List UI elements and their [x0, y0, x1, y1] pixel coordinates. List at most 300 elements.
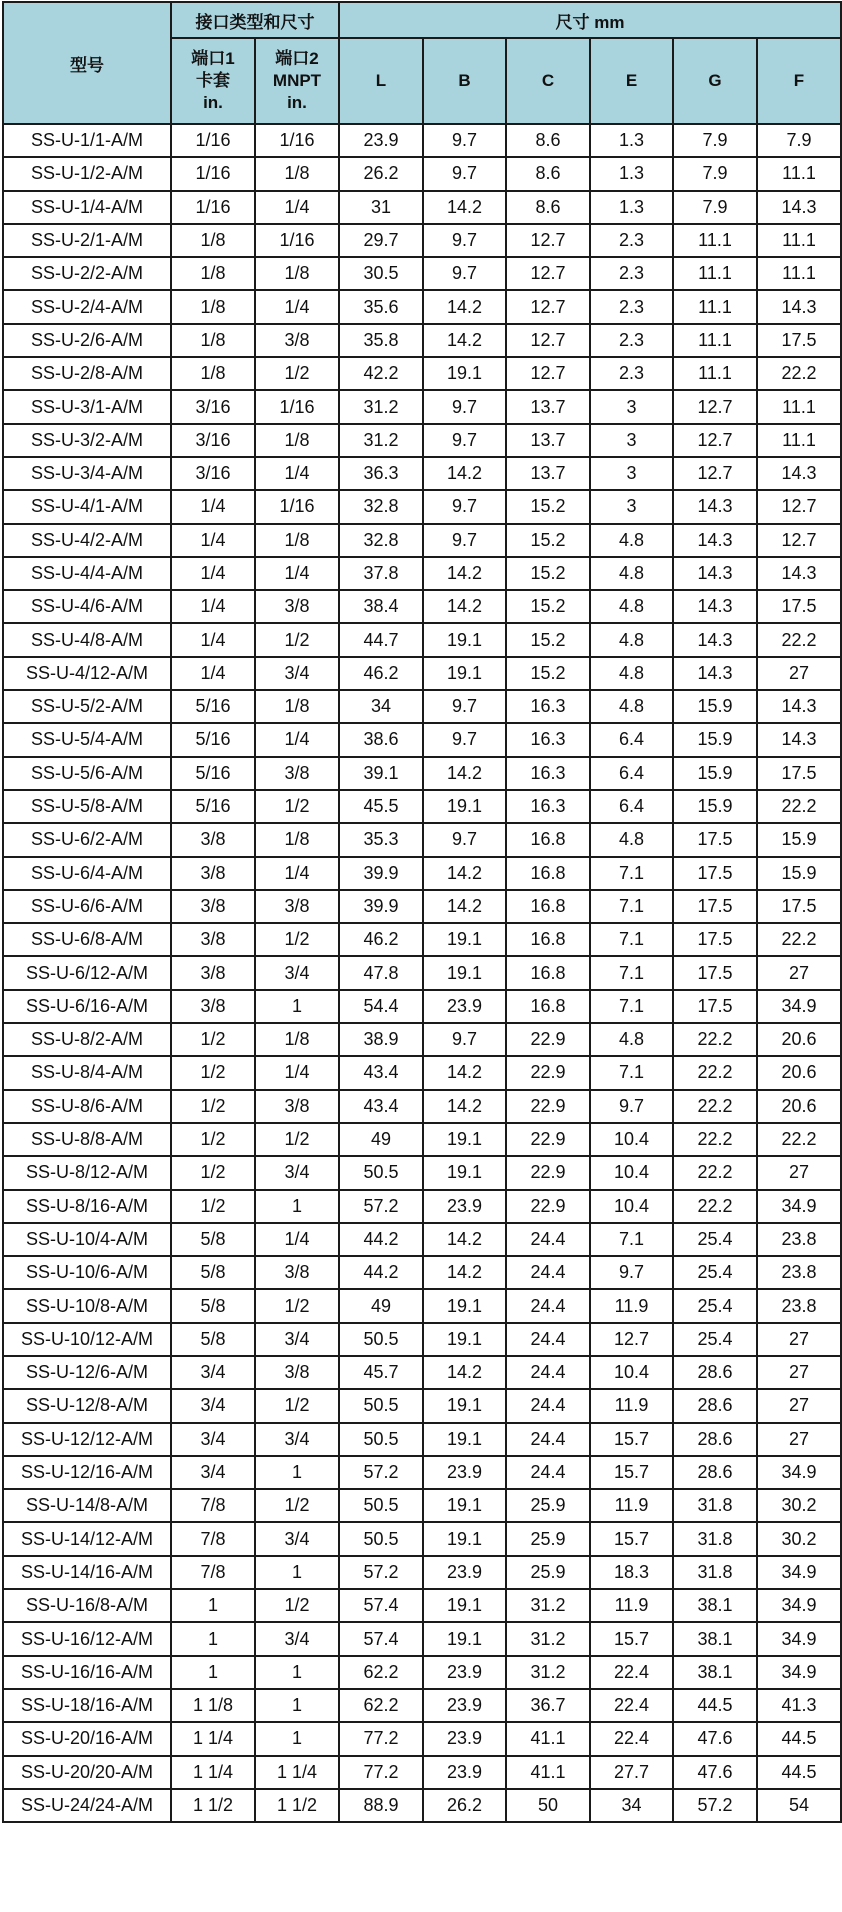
cell-c: 12.7 [506, 357, 590, 390]
table-row [3, 1756, 841, 1789]
cell-g: 17.5 [673, 857, 757, 890]
cell-l: 38.9 [339, 1023, 423, 1056]
cell-model: SS-U-3/1-A/M [3, 390, 171, 423]
cell-e: 2.3 [590, 357, 673, 390]
cell-c: 24.4 [506, 1356, 590, 1389]
cell-g: 31.8 [673, 1556, 757, 1589]
cell-f: 11.1 [757, 390, 841, 423]
cell-c: 15.2 [506, 623, 590, 656]
cell-e: 11.9 [590, 1289, 673, 1322]
cell-f: 12.7 [757, 524, 841, 557]
cell-l: 34 [339, 690, 423, 723]
cell-g: 22.2 [673, 1023, 757, 1056]
cell-e: 34 [590, 1789, 673, 1822]
cell-c: 8.6 [506, 191, 590, 224]
cell-f: 7.9 [757, 124, 841, 157]
table-row [3, 257, 841, 290]
cell-b: 19.1 [423, 357, 506, 390]
cell-port1: 1/2 [171, 1023, 255, 1056]
cell-b: 23.9 [423, 1689, 506, 1722]
cell-model: SS-U-6/12-A/M [3, 956, 171, 989]
cell-f: 27 [757, 1389, 841, 1422]
cell-e: 4.8 [590, 524, 673, 557]
cell-port1: 5/8 [171, 1256, 255, 1289]
cell-f: 23.8 [757, 1223, 841, 1256]
cell-b: 23.9 [423, 1190, 506, 1223]
cell-port2: 1/4 [255, 457, 339, 490]
cell-f: 34.9 [757, 1456, 841, 1489]
table-row [3, 157, 841, 190]
cell-l: 23.9 [339, 124, 423, 157]
cell-e: 11.9 [590, 1389, 673, 1422]
table-row [3, 124, 841, 157]
cell-model: SS-U-12/12-A/M [3, 1423, 171, 1456]
cell-b: 19.1 [423, 956, 506, 989]
cell-f: 22.2 [757, 923, 841, 956]
cell-f: 14.3 [757, 690, 841, 723]
cell-e: 2.3 [590, 324, 673, 357]
cell-b: 14.2 [423, 757, 506, 790]
cell-b: 19.1 [423, 1589, 506, 1622]
table-row [3, 1589, 841, 1622]
table-row [3, 623, 841, 656]
table-row [3, 324, 841, 357]
cell-g: 31.8 [673, 1489, 757, 1522]
cell-port1: 1 1/4 [171, 1756, 255, 1789]
cell-f: 23.8 [757, 1256, 841, 1289]
cell-model: SS-U-4/6-A/M [3, 590, 171, 623]
cell-port2: 1/8 [255, 823, 339, 856]
cell-b: 19.1 [423, 1123, 506, 1156]
table-row [3, 1023, 841, 1056]
cell-port2: 1/8 [255, 257, 339, 290]
table-row [3, 590, 841, 623]
cell-port1: 1/16 [171, 191, 255, 224]
cell-g: 7.9 [673, 191, 757, 224]
cell-e: 3 [590, 490, 673, 523]
cell-model: SS-U-10/6-A/M [3, 1256, 171, 1289]
cell-l: 57.4 [339, 1589, 423, 1622]
cell-f: 17.5 [757, 757, 841, 790]
cell-g: 11.1 [673, 357, 757, 390]
cell-l: 30.5 [339, 257, 423, 290]
cell-c: 16.3 [506, 723, 590, 756]
table-row [3, 1090, 841, 1123]
header-port2-line3: in. [287, 93, 307, 112]
table-row [3, 890, 841, 923]
cell-c: 15.2 [506, 524, 590, 557]
cell-g: 14.3 [673, 557, 757, 590]
cell-e: 4.8 [590, 623, 673, 656]
cell-c: 8.6 [506, 124, 590, 157]
table-body [3, 124, 841, 1822]
cell-c: 12.7 [506, 324, 590, 357]
cell-port2: 1 [255, 990, 339, 1023]
header-model: 型号 [3, 2, 171, 124]
cell-port1: 1 1/2 [171, 1789, 255, 1822]
cell-g: 14.3 [673, 657, 757, 690]
cell-f: 20.6 [757, 1056, 841, 1089]
cell-f: 34.9 [757, 1556, 841, 1589]
cell-e: 10.4 [590, 1190, 673, 1223]
cell-l: 35.8 [339, 324, 423, 357]
cell-e: 22.4 [590, 1689, 673, 1722]
cell-model: SS-U-4/12-A/M [3, 657, 171, 690]
cell-port2: 1/16 [255, 224, 339, 257]
cell-port2: 3/8 [255, 324, 339, 357]
cell-f: 27 [757, 657, 841, 690]
cell-port1: 1/2 [171, 1123, 255, 1156]
cell-port1: 3/16 [171, 457, 255, 490]
cell-port2: 3/8 [255, 890, 339, 923]
cell-c: 16.8 [506, 956, 590, 989]
cell-l: 50.5 [339, 1423, 423, 1456]
cell-l: 35.6 [339, 290, 423, 323]
cell-c: 24.4 [506, 1256, 590, 1289]
cell-c: 24.4 [506, 1289, 590, 1322]
cell-model: SS-U-12/16-A/M [3, 1456, 171, 1489]
cell-port2: 1/8 [255, 1023, 339, 1056]
cell-c: 16.8 [506, 890, 590, 923]
cell-g: 25.4 [673, 1289, 757, 1322]
cell-e: 2.3 [590, 257, 673, 290]
table-row [3, 1456, 841, 1489]
cell-model: SS-U-16/8-A/M [3, 1589, 171, 1622]
cell-b: 19.1 [423, 657, 506, 690]
cell-port1: 3/4 [171, 1423, 255, 1456]
cell-l: 57.4 [339, 1622, 423, 1655]
cell-f: 22.2 [757, 790, 841, 823]
cell-port2: 3/4 [255, 1423, 339, 1456]
cell-port2: 1/2 [255, 623, 339, 656]
cell-e: 15.7 [590, 1456, 673, 1489]
cell-l: 44.7 [339, 623, 423, 656]
cell-b: 19.1 [423, 923, 506, 956]
cell-g: 57.2 [673, 1789, 757, 1822]
cell-model: SS-U-2/8-A/M [3, 357, 171, 390]
cell-port2: 1/2 [255, 1389, 339, 1422]
cell-g: 28.6 [673, 1389, 757, 1422]
cell-l: 39.9 [339, 857, 423, 890]
cell-port2: 1/8 [255, 157, 339, 190]
cell-f: 14.3 [757, 723, 841, 756]
cell-port2: 1/8 [255, 524, 339, 557]
cell-e: 7.1 [590, 990, 673, 1023]
cell-e: 18.3 [590, 1556, 673, 1589]
cell-model: SS-U-8/6-A/M [3, 1090, 171, 1123]
cell-port1: 1/2 [171, 1090, 255, 1123]
cell-port2: 1/4 [255, 723, 339, 756]
cell-b: 14.2 [423, 1256, 506, 1289]
cell-e: 22.4 [590, 1722, 673, 1755]
table-row [3, 723, 841, 756]
cell-e: 1.3 [590, 124, 673, 157]
header-dim-e: E [590, 38, 673, 124]
table-row [3, 1689, 841, 1722]
table-row [3, 1256, 841, 1289]
cell-f: 41.3 [757, 1689, 841, 1722]
cell-model: SS-U-8/12-A/M [3, 1156, 171, 1189]
cell-port1: 3/8 [171, 956, 255, 989]
table-row [3, 390, 841, 423]
cell-model: SS-U-5/6-A/M [3, 757, 171, 790]
cell-port2: 1/2 [255, 790, 339, 823]
cell-g: 22.2 [673, 1056, 757, 1089]
header-port1-line2: 卡套 [196, 71, 230, 90]
cell-port1: 1/8 [171, 357, 255, 390]
cell-port1: 3/8 [171, 923, 255, 956]
cell-f: 14.3 [757, 191, 841, 224]
cell-port1: 1 [171, 1589, 255, 1622]
cell-c: 16.3 [506, 790, 590, 823]
cell-b: 14.2 [423, 290, 506, 323]
cell-b: 19.1 [423, 1323, 506, 1356]
header-port2-line1: 端口2 [275, 49, 319, 68]
cell-g: 12.7 [673, 390, 757, 423]
cell-port2: 3/8 [255, 1256, 339, 1289]
cell-l: 50.5 [339, 1156, 423, 1189]
cell-model: SS-U-14/16-A/M [3, 1556, 171, 1589]
cell-f: 27 [757, 1423, 841, 1456]
cell-e: 3 [590, 457, 673, 490]
table-row [3, 1622, 841, 1655]
cell-port1: 3/8 [171, 857, 255, 890]
cell-port1: 5/16 [171, 757, 255, 790]
cell-port1: 3/16 [171, 390, 255, 423]
cell-e: 7.1 [590, 923, 673, 956]
cell-b: 14.2 [423, 1223, 506, 1256]
cell-port1: 5/8 [171, 1323, 255, 1356]
cell-l: 43.4 [339, 1090, 423, 1123]
cell-c: 25.9 [506, 1556, 590, 1589]
table-row [3, 1389, 841, 1422]
cell-port1: 1/2 [171, 1156, 255, 1189]
cell-port1: 1/8 [171, 224, 255, 257]
cell-port1: 3/8 [171, 890, 255, 923]
cell-model: SS-U-14/8-A/M [3, 1489, 171, 1522]
cell-port1: 1/4 [171, 657, 255, 690]
cell-model: SS-U-12/6-A/M [3, 1356, 171, 1389]
cell-e: 7.1 [590, 1056, 673, 1089]
cell-f: 27 [757, 1323, 841, 1356]
cell-e: 7.1 [590, 956, 673, 989]
cell-port2: 1 [255, 1556, 339, 1589]
cell-c: 31.2 [506, 1622, 590, 1655]
cell-model: SS-U-6/6-A/M [3, 890, 171, 923]
cell-c: 24.4 [506, 1323, 590, 1356]
cell-port2: 3/8 [255, 757, 339, 790]
cell-model: SS-U-8/2-A/M [3, 1023, 171, 1056]
cell-l: 39.9 [339, 890, 423, 923]
cell-l: 50.5 [339, 1323, 423, 1356]
cell-f: 14.3 [757, 290, 841, 323]
cell-b: 9.7 [423, 257, 506, 290]
cell-g: 17.5 [673, 823, 757, 856]
cell-b: 23.9 [423, 1722, 506, 1755]
cell-f: 34.9 [757, 1656, 841, 1689]
cell-e: 4.8 [590, 590, 673, 623]
cell-c: 22.9 [506, 1056, 590, 1089]
cell-model: SS-U-12/8-A/M [3, 1389, 171, 1422]
cell-b: 23.9 [423, 1456, 506, 1489]
cell-model: SS-U-3/2-A/M [3, 424, 171, 457]
cell-b: 19.1 [423, 1289, 506, 1322]
cell-e: 10.4 [590, 1156, 673, 1189]
cell-port1: 3/8 [171, 990, 255, 1023]
cell-c: 16.8 [506, 923, 590, 956]
cell-e: 7.1 [590, 1223, 673, 1256]
table-row [3, 1423, 841, 1456]
cell-g: 11.1 [673, 290, 757, 323]
cell-port2: 1/8 [255, 424, 339, 457]
cell-l: 38.4 [339, 590, 423, 623]
cell-g: 15.9 [673, 757, 757, 790]
cell-c: 16.8 [506, 990, 590, 1023]
cell-f: 34.9 [757, 990, 841, 1023]
table-row [3, 956, 841, 989]
cell-c: 31.2 [506, 1656, 590, 1689]
cell-port2: 3/8 [255, 1356, 339, 1389]
cell-f: 22.2 [757, 1123, 841, 1156]
cell-f: 27 [757, 956, 841, 989]
cell-f: 15.9 [757, 823, 841, 856]
cell-e: 7.1 [590, 890, 673, 923]
cell-b: 9.7 [423, 157, 506, 190]
cell-b: 14.2 [423, 557, 506, 590]
cell-b: 14.2 [423, 1356, 506, 1389]
cell-b: 14.2 [423, 324, 506, 357]
cell-port1: 1/2 [171, 1190, 255, 1223]
header-dim-b: B [423, 38, 506, 124]
cell-b: 9.7 [423, 124, 506, 157]
cell-l: 49 [339, 1123, 423, 1156]
cell-model: SS-U-1/2-A/M [3, 157, 171, 190]
cell-l: 31.2 [339, 424, 423, 457]
cell-port2: 1/2 [255, 1289, 339, 1322]
table-row [3, 1356, 841, 1389]
cell-e: 6.4 [590, 790, 673, 823]
cell-c: 16.3 [506, 757, 590, 790]
cell-port1: 3/8 [171, 823, 255, 856]
cell-port2: 1 [255, 1656, 339, 1689]
table-row [3, 1789, 841, 1822]
cell-port2: 1/4 [255, 191, 339, 224]
cell-b: 9.7 [423, 490, 506, 523]
cell-c: 22.9 [506, 1023, 590, 1056]
cell-port2: 1/2 [255, 1489, 339, 1522]
cell-g: 17.5 [673, 890, 757, 923]
cell-l: 77.2 [339, 1722, 423, 1755]
cell-b: 9.7 [423, 690, 506, 723]
table-row [3, 1489, 841, 1522]
table-row [3, 790, 841, 823]
cell-g: 38.1 [673, 1656, 757, 1689]
cell-l: 44.2 [339, 1223, 423, 1256]
cell-b: 19.1 [423, 1423, 506, 1456]
cell-port2: 1/8 [255, 690, 339, 723]
cell-l: 57.2 [339, 1556, 423, 1589]
cell-f: 22.2 [757, 357, 841, 390]
cell-port2: 3/4 [255, 1622, 339, 1655]
cell-e: 10.4 [590, 1123, 673, 1156]
cell-l: 26.2 [339, 157, 423, 190]
cell-f: 54 [757, 1789, 841, 1822]
header-port1-line3: in. [203, 93, 223, 112]
cell-model: SS-U-4/8-A/M [3, 623, 171, 656]
cell-b: 14.2 [423, 1090, 506, 1123]
cell-g: 11.1 [673, 257, 757, 290]
cell-g: 22.2 [673, 1090, 757, 1123]
table-row [3, 1056, 841, 1089]
cell-f: 34.9 [757, 1190, 841, 1223]
cell-c: 25.9 [506, 1489, 590, 1522]
header-port1-line1: 端口1 [191, 49, 235, 68]
cell-g: 14.3 [673, 524, 757, 557]
cell-model: SS-U-24/24-A/M [3, 1789, 171, 1822]
cell-g: 28.6 [673, 1456, 757, 1489]
cell-g: 17.5 [673, 923, 757, 956]
table-row [3, 857, 841, 890]
cell-port2: 1/2 [255, 357, 339, 390]
cell-model: SS-U-16/12-A/M [3, 1622, 171, 1655]
cell-port2: 1/4 [255, 857, 339, 890]
cell-f: 11.1 [757, 424, 841, 457]
cell-port2: 3/4 [255, 1156, 339, 1189]
cell-c: 16.3 [506, 690, 590, 723]
fitting-dimension-table [2, 1, 842, 1823]
cell-port1: 7/8 [171, 1489, 255, 1522]
cell-g: 28.6 [673, 1423, 757, 1456]
cell-c: 15.2 [506, 590, 590, 623]
cell-f: 17.5 [757, 890, 841, 923]
cell-port1: 5/8 [171, 1223, 255, 1256]
cell-c: 25.9 [506, 1522, 590, 1555]
cell-model: SS-U-2/2-A/M [3, 257, 171, 290]
cell-l: 36.3 [339, 457, 423, 490]
cell-model: SS-U-6/2-A/M [3, 823, 171, 856]
cell-port2: 3/4 [255, 956, 339, 989]
header-port-group: 接口类型和尺寸 [171, 2, 339, 38]
table-row [3, 424, 841, 457]
cell-port1: 1/16 [171, 157, 255, 190]
cell-port1: 1/4 [171, 490, 255, 523]
cell-c: 24.4 [506, 1456, 590, 1489]
cell-b: 19.1 [423, 1156, 506, 1189]
cell-port1: 1/8 [171, 257, 255, 290]
cell-b: 9.7 [423, 1023, 506, 1056]
cell-e: 4.8 [590, 690, 673, 723]
table-row [3, 357, 841, 390]
table-row [3, 224, 841, 257]
cell-c: 24.4 [506, 1223, 590, 1256]
cell-e: 9.7 [590, 1090, 673, 1123]
cell-f: 11.1 [757, 157, 841, 190]
cell-g: 7.9 [673, 124, 757, 157]
cell-e: 9.7 [590, 1256, 673, 1289]
cell-c: 22.9 [506, 1090, 590, 1123]
cell-l: 54.4 [339, 990, 423, 1023]
cell-b: 9.7 [423, 723, 506, 756]
cell-b: 23.9 [423, 1656, 506, 1689]
cell-l: 50.5 [339, 1522, 423, 1555]
table-row [3, 1323, 841, 1356]
cell-model: SS-U-8/8-A/M [3, 1123, 171, 1156]
cell-model: SS-U-4/4-A/M [3, 557, 171, 590]
cell-l: 46.2 [339, 657, 423, 690]
cell-b: 9.7 [423, 390, 506, 423]
cell-b: 14.2 [423, 890, 506, 923]
cell-f: 30.2 [757, 1489, 841, 1522]
